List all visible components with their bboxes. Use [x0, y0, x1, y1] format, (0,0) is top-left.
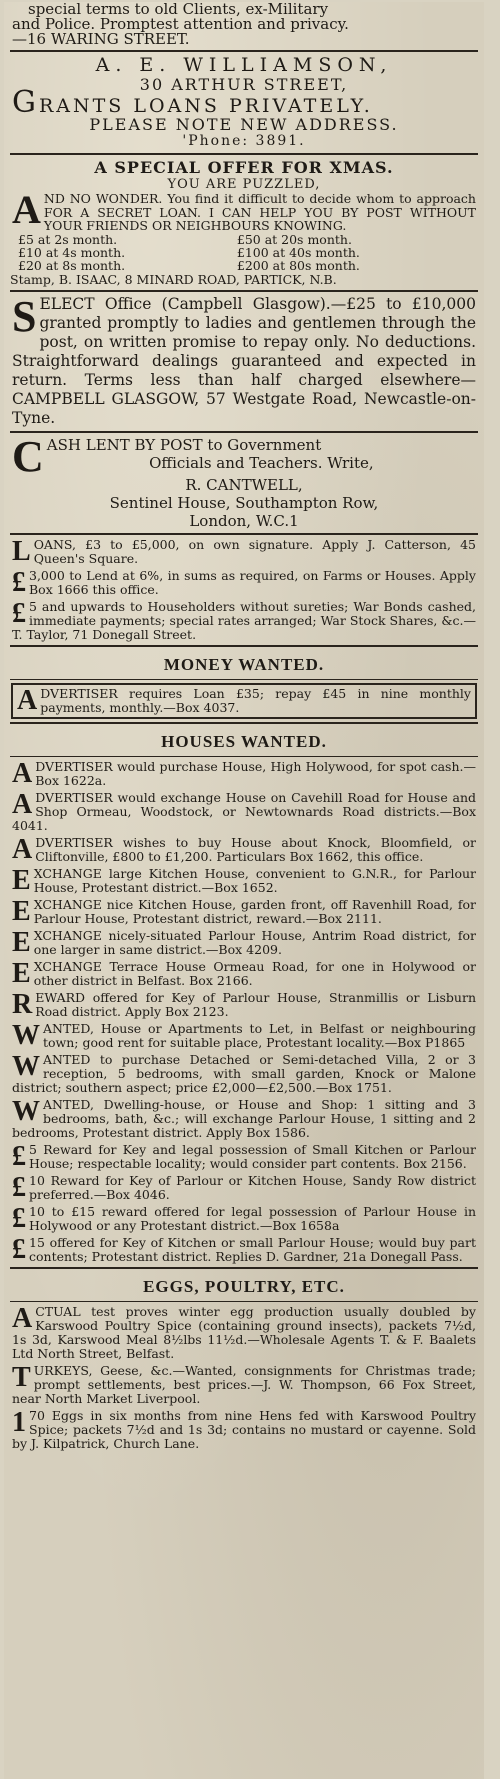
- drop-cap: £: [12, 1171, 26, 1203]
- grants-line: [10, 85, 478, 120]
- drop-cap: E: [12, 957, 31, 989]
- drop-cap: E: [12, 926, 31, 958]
- ad-text: 3,000 to Lend at 6%, in sums as required, on Farms or Houses. Apply Box 1666 this office.: [29, 567, 476, 597]
- rate-cell: £20 at 8s month.: [18, 257, 126, 273]
- classified-ad: [12, 988, 476, 1020]
- drop-cap: W: [12, 1050, 40, 1082]
- xmas-offer-ad: [10, 158, 478, 287]
- ad-text: 10 to £15 reward offered for legal possession of Parlour House in Holywood or any Protestant district.—Box 1658a: [29, 1203, 476, 1233]
- ad-text: XCHANGE large Kitchen House, convenient to G.N.R., for Parlour House, Protestant district.—Box 1652.: [33, 865, 476, 895]
- grants-text: RANTS LOANS PRIVATELY.: [38, 95, 373, 117]
- drop-cap: £: [12, 1233, 26, 1265]
- ad-text: ANTED to purchase Detached or Semi-detached Villa, 2 or 3 reception, 5 bedrooms, with small garden, Knock or Malone district; southern aspect; price £2,000—£2,500.—Box 1751.: [12, 1051, 476, 1095]
- ad-text: DVERTISER would purchase House, High Holywood, for spot cash.—Box 1622a.: [35, 758, 476, 788]
- divider: [10, 679, 478, 680]
- drop-cap: T: [12, 1361, 31, 1393]
- loan-ad: [12, 597, 476, 642]
- ad-text: URKEYS, Geese, &c.—Wanted, consignments for Christmas trade; prompt settlements, best prices.—J. W. Thompson, 66 Fox Street, near North Market Liverpool.: [12, 1362, 476, 1406]
- rates-table: [10, 233, 478, 272]
- drop-cap: R: [12, 988, 33, 1020]
- top-fragment-ad: [12, 2, 476, 47]
- newspaper-column: [4, 2, 484, 1779]
- classified-ad: [12, 757, 476, 789]
- classified-ad: [12, 1095, 476, 1140]
- classified-ad: [12, 895, 476, 927]
- classified-ad: [12, 926, 476, 958]
- advertiser-name: A. E. WILLIAMSON,: [95, 54, 393, 76]
- ad-text: DVERTISER wishes to buy House about Knock, Bloomfield, or Cliftonville, £800 to £1,200. Particulars Box 1662, this office.: [35, 834, 476, 864]
- classified-ad: [12, 1361, 476, 1406]
- cash-line-2: Officials and Teachers. Write,: [149, 453, 374, 472]
- ad-text: OANS, £3 to £5,000, on own signature. Apply J. Catterson, 45 Queen's Square.: [33, 536, 476, 566]
- williamson-ad: [10, 55, 478, 150]
- section-heading: HOUSES WANTED.: [161, 731, 327, 751]
- drop-cap: 1: [12, 1406, 26, 1438]
- classified-ad: [12, 1050, 476, 1095]
- drop-cap: £: [12, 597, 26, 629]
- classified-ad: [12, 1171, 476, 1203]
- divider: [10, 1301, 478, 1302]
- drop-cap: £: [12, 1140, 26, 1172]
- ad-text: EWARD offered for Key of Parlour House, Stranmillis or Lisburn Road district. Apply Box 2123.: [35, 989, 476, 1019]
- ad-text: 10 Reward for Key of Parlour or Kitchen House, Sandy Row district preferred.—Box 4046.: [29, 1172, 476, 1202]
- divider: [10, 50, 478, 52]
- drop-cap: A: [17, 684, 38, 716]
- drop-cap: C: [12, 431, 44, 481]
- advertiser-address: 30 ARTHUR STREET,: [139, 75, 349, 94]
- xmas-body-text: ND NO WONDER. You find it difficult to decide whom to approach FOR A SECRET LOAN. I CAN HELP YOU BY POST WITHOUT YOUR FRIENDS OR NEIGHBOURS KNOWING.: [43, 191, 476, 233]
- divider: [10, 645, 478, 647]
- drop-cap: G: [12, 85, 39, 120]
- classified-ad: [12, 788, 476, 833]
- drop-cap: A: [12, 757, 33, 789]
- rate-cell: £200 at 80s month.: [236, 257, 360, 273]
- divider: [10, 1267, 478, 1269]
- phone-line: 'Phone: 3891.: [182, 133, 306, 149]
- loan-ad: [12, 566, 476, 598]
- divider: [10, 722, 478, 724]
- classified-ad: [12, 833, 476, 865]
- ad-text: XCHANGE nice Kitchen House, garden front, off Ravenhill Road, for Parlour House, Protestant district, reward.—Box 2111.: [33, 896, 476, 926]
- ad-text: 15 offered for Key of Kitchen or small Parlour House; would buy part contents; Protestant district. Replies D. Gardner, 21a Donegall Pass.: [29, 1234, 476, 1264]
- ad-text: ANTED, Dwelling-house, or House and Shop: 1 sitting and 3 bedrooms, bath, &c.; will exchange Parlour House, 1 sitting and 2 bedrooms, Protestant district. Apply Box 1586.: [12, 1096, 476, 1140]
- xmas-body: [12, 187, 476, 233]
- drop-cap: E: [12, 895, 31, 927]
- ad-text: 70 Eggs in six months from nine Hens fed with Karswood Poultry Spice; packets 7½d and 1s 3d; contains no mustard or cayenne. Sold by J. Kilpatrick, Church Lane.: [12, 1407, 476, 1451]
- divider: [10, 756, 478, 757]
- classified-ad: [12, 1406, 476, 1451]
- loan-ad: [12, 535, 476, 567]
- cash-line-1: ASH LENT BY POST to Government: [46, 435, 322, 454]
- classified-ad: [12, 1019, 476, 1051]
- top-line-1: special terms to old Clients, ex-Military: [28, 0, 329, 18]
- cash-line-5: London, W.C.1: [189, 511, 299, 530]
- top-line-2: and Police. Promptest attention and privacy.: [12, 15, 349, 33]
- drop-cap: £: [12, 1202, 26, 1234]
- drop-cap: W: [12, 1019, 40, 1051]
- section-heading: MONEY WANTED.: [163, 654, 325, 674]
- rate-cell: £100 at 40s month.: [236, 244, 360, 260]
- drop-cap: £: [12, 566, 26, 598]
- drop-cap: E: [12, 864, 31, 896]
- xmas-title: A SPECIAL OFFER FOR XMAS.: [94, 158, 394, 177]
- classified-ad: [12, 957, 476, 989]
- classified-ad: [12, 1202, 476, 1234]
- rates-row: [10, 233, 478, 246]
- ad-text: XCHANGE Terrace House Ormeau Road, for one in Holywood or other district in Belfast. Box 2166.: [33, 958, 476, 988]
- ad-text: DVERTISER would exchange House on Cavehill Road for House and Shop Ormeau, Woodstock, or Newtownards Road districts.—Box 4041.: [12, 789, 476, 833]
- drop-cap: L: [12, 535, 31, 567]
- drop-cap: A: [12, 833, 33, 865]
- select-office-ad: [12, 291, 476, 428]
- divider: [10, 431, 478, 433]
- eggs-poultry-list: [10, 1302, 478, 1451]
- classified-ad: [12, 864, 476, 896]
- divider: [10, 153, 478, 155]
- select-body: ELECT Office (Campbell Glasgow).—£25 to £10,000 granted promptly to ladies and gentlemen through the post, on written promise to repay only. No deductions. Straightforward dealings guaranteed and expected in return. Terms less than half charged elsewhere—CAMPBELL GLASGOW, 57 Westgate Road, Newcastle-on-Tyne.: [12, 294, 476, 427]
- houses-wanted-list: [10, 757, 478, 1265]
- drop-cap: W: [12, 1095, 40, 1127]
- cash-line-3: R. CANTWELL,: [185, 475, 303, 494]
- ad-text: 5 and upwards to Householders without sureties; War Bonds cashed, immediate payments; special rates arranged; War Stock Shares, &c.—T. Taylor, 71 Donegall Street.: [12, 598, 476, 642]
- rate-cell: £5 at 2s month.: [18, 231, 118, 247]
- drop-cap: A: [12, 187, 41, 232]
- cash-lent-ad: [12, 431, 476, 530]
- drop-cap: S: [12, 291, 37, 341]
- cash-line-4: Sentinel House, Southampton Row,: [109, 493, 379, 512]
- top-line-3: —16 WARING STREET.: [12, 30, 190, 48]
- xmas-footer: Stamp, B. ISAAC, 8 MINARD ROAD, PARTICK, N.B.: [10, 271, 337, 287]
- classified-ad: [12, 1302, 476, 1361]
- rate-cell: £50 at 20s month.: [236, 231, 352, 247]
- section-heading: EGGS, POULTRY, ETC.: [143, 1276, 345, 1296]
- drop-cap: A: [12, 1302, 33, 1334]
- money-wanted-ad: [11, 683, 477, 719]
- rates-row: [10, 259, 478, 272]
- divider: [10, 290, 478, 292]
- xmas-subtitle: YOU ARE PUZZLED,: [167, 177, 321, 192]
- ad-text: ANTED, House or Apartments to Let, in Belfast or neighbouring town; good rent for suitable place, Protestant locality.—Box P1865: [43, 1020, 476, 1050]
- ad-text: XCHANGE nicely-situated Parlour House, Antrim Road district, for one larger in same district.—Box 4209.: [33, 927, 476, 957]
- rates-row: [10, 246, 478, 259]
- rate-cell: £10 at 4s month.: [18, 244, 126, 260]
- classified-ad: [12, 1233, 476, 1265]
- drop-cap: A: [12, 788, 33, 820]
- ad-text: 5 Reward for Key and legal possession of Small Kitchen or Parlour House; respectable locality; would consider part contents. Box 2156.: [29, 1141, 476, 1171]
- divider: [10, 533, 478, 535]
- ad-text: CTUAL test proves winter egg production usually doubled by Karswood Poultry Spice (containing ground insects), packets 7½d, 1s 3d, Karswood Meal 8½lbs 11½d.—Wholesale Agents T. & F. Baalets Ltd North Street, Belfast.: [12, 1303, 476, 1361]
- classified-ad: [12, 1140, 476, 1172]
- note-line: PLEASE NOTE NEW ADDRESS.: [89, 115, 399, 134]
- ad-text: DVERTISER requires Loan £35; repay £45 in nine monthly payments, monthly.—Box 4037.: [40, 685, 471, 715]
